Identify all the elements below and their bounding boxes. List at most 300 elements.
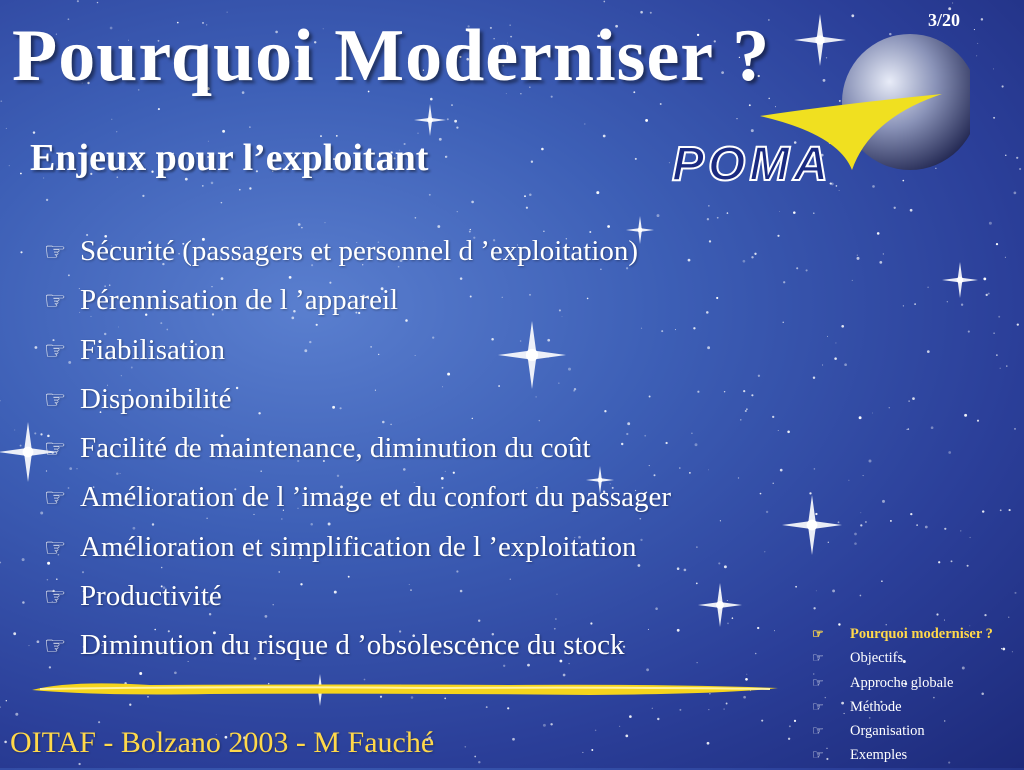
star-dot [981, 18, 983, 20]
star-dot [879, 261, 882, 264]
star-dot [723, 708, 724, 709]
sparkle-star-icon [942, 262, 978, 298]
star-dot [139, 672, 142, 675]
star-dot [1012, 651, 1013, 652]
bullet-item [44, 327, 671, 376]
hand-pointing-icon: ☞ [812, 650, 824, 666]
star-dot [20, 251, 22, 253]
star-dot [889, 407, 890, 408]
star-dot [28, 645, 29, 646]
star-dot [716, 297, 718, 299]
star-dot [758, 375, 760, 377]
star-dot [1014, 428, 1016, 430]
star-dot [977, 43, 978, 44]
star-dot [944, 528, 946, 530]
bullet-item [44, 524, 671, 573]
hand-pointing-icon: ☞ [44, 584, 67, 612]
star-dot [34, 432, 36, 434]
star-dot [33, 131, 35, 133]
star-dot [986, 294, 988, 296]
star-dot [13, 632, 16, 635]
star-dot [657, 214, 660, 217]
star-dot [813, 212, 815, 214]
star-dot [696, 546, 698, 548]
star-dot [695, 443, 698, 446]
star-dot [827, 336, 828, 337]
star-dot [129, 704, 131, 706]
star-dot [1017, 323, 1019, 325]
star-dot [1002, 648, 1005, 651]
hand-pointing-icon: ☞ [812, 723, 824, 739]
star-dot [863, 475, 864, 476]
star-dot [788, 738, 790, 740]
star-dot [865, 521, 867, 523]
star-dot [773, 483, 774, 484]
hand-pointing-icon: ☞ [44, 288, 67, 316]
star-dot [645, 119, 648, 122]
star-dot [726, 703, 728, 705]
poma-logo [660, 20, 970, 195]
star-dot [1005, 257, 1006, 258]
star-dot [471, 201, 474, 204]
star-dot [755, 653, 757, 655]
star-dot [657, 718, 659, 720]
star-dot [779, 211, 780, 212]
star-dot [984, 614, 986, 616]
star-dot [37, 640, 40, 643]
nav-item[interactable] [812, 745, 993, 769]
bullet-text: Fiabilisation [80, 333, 225, 366]
star-dot [696, 583, 698, 585]
star-dot [976, 55, 977, 56]
star-dot [507, 707, 509, 709]
star-dot [478, 761, 480, 763]
nav-item[interactable] [812, 624, 993, 648]
bullet-text: Pérennisation de l ’appareil [80, 284, 399, 317]
star-dot [40, 433, 42, 435]
logo-text: POMA [672, 138, 832, 191]
star-dot [512, 738, 515, 741]
star-dot [832, 589, 835, 592]
star-dot [910, 209, 913, 212]
nav-item[interactable] [812, 697, 993, 721]
star-dot [718, 562, 720, 564]
star-dot [325, 222, 326, 223]
star-dot [780, 469, 783, 472]
star-dot [707, 218, 709, 220]
star-dot [457, 211, 458, 212]
star-dot [249, 187, 251, 189]
star-dot [239, 189, 241, 191]
star-dot [860, 512, 861, 513]
star-dot [543, 724, 546, 727]
star-dot [629, 715, 632, 718]
nav-item[interactable] [812, 721, 993, 745]
star-dot [652, 708, 653, 709]
star-dot [857, 255, 858, 256]
star-dot [860, 524, 862, 526]
hand-pointing-icon: ☞ [812, 674, 824, 690]
star-dot [46, 199, 48, 201]
star-dot [202, 185, 204, 187]
star-dot [844, 363, 847, 366]
star-dot [707, 742, 710, 745]
star-dot [993, 117, 995, 119]
star-dot [531, 161, 533, 163]
star-dot [851, 14, 854, 17]
bullet-text: Sécurité (passagers et personnel d ’exploitation) [80, 235, 639, 267]
star-dot [20, 445, 22, 447]
star-dot [970, 537, 971, 538]
star-dot [584, 123, 585, 124]
star-dot [298, 223, 301, 226]
hand-pointing-icon: ☞ [44, 337, 67, 365]
star-dot [852, 280, 853, 281]
star-dot [603, 1, 605, 3]
star-dot [916, 524, 918, 526]
star-dot [883, 253, 884, 254]
star-dot [828, 542, 829, 543]
star-dot [947, 301, 948, 302]
star-dot [445, 156, 447, 158]
star-dot [857, 257, 860, 260]
star-dot [98, 721, 100, 723]
star-dot [158, 108, 160, 110]
bullet-text: Facilité de maintenance, diminution du coût [80, 432, 591, 465]
star-dot [766, 511, 768, 513]
star-dot [854, 542, 857, 545]
star-dot [877, 232, 880, 235]
star-dot [429, 194, 431, 196]
star-dot [841, 325, 844, 328]
star-dot [439, 138, 442, 141]
star-dot [859, 416, 862, 419]
nav-item[interactable] [812, 648, 993, 672]
star-dot [757, 627, 759, 629]
star-dot [746, 674, 747, 675]
star-dot [707, 346, 710, 349]
star-dot [838, 521, 840, 523]
star-dot [708, 205, 709, 206]
star-dot [456, 126, 458, 128]
star-dot [1016, 157, 1018, 159]
star-dot [6, 700, 7, 701]
bullet-item [44, 277, 671, 326]
star-dot [684, 569, 687, 572]
page-title: Pourquoi Moderniser ? [12, 15, 771, 97]
star-dot [22, 558, 25, 561]
hand-pointing-icon: ☞ [44, 633, 67, 661]
bullet-item [44, 474, 671, 523]
star-dot [550, 723, 552, 725]
star-dot [894, 207, 896, 209]
star-dot [906, 429, 907, 430]
star-dot [727, 212, 729, 214]
star-dot [697, 391, 699, 393]
star-dot [717, 217, 719, 219]
hand-pointing-icon: ☞ [44, 436, 67, 464]
star-dot [1005, 155, 1006, 156]
star-dot [0, 562, 1, 564]
star-dot [809, 492, 811, 494]
star-dot [835, 342, 836, 343]
star-dot [1000, 509, 1002, 511]
star-dot [1006, 365, 1007, 366]
star-dot [914, 303, 916, 305]
star-dot [961, 304, 963, 306]
star-dot [761, 720, 763, 722]
hand-pointing-icon: ☞ [44, 485, 67, 513]
star-dot [816, 590, 817, 591]
star-dot [996, 243, 998, 245]
star-dot [751, 256, 753, 258]
nav-label: Pourquoi moderniser ? [850, 626, 993, 642]
star-dot [754, 253, 756, 255]
star-dot [751, 394, 753, 396]
star-dot [989, 222, 992, 225]
star-dot [910, 513, 912, 515]
star-dot [912, 397, 915, 400]
star-dot [591, 749, 593, 751]
star-dot [778, 430, 779, 431]
nav-label: Exemples [850, 747, 908, 764]
star-dot [931, 426, 934, 429]
star-dot [890, 520, 892, 522]
star-dot [988, 293, 990, 295]
star-dot [983, 277, 986, 280]
sparkle-star-icon [698, 583, 742, 627]
star-dot [20, 173, 22, 175]
star-dot [881, 580, 883, 582]
star-dot [908, 428, 910, 430]
star-dot [724, 565, 727, 568]
star-dot [908, 400, 909, 401]
star-dot [1019, 168, 1021, 170]
star-dot [796, 267, 798, 269]
star-dot [693, 327, 695, 329]
star-dot [814, 468, 816, 470]
star-dot [111, 119, 112, 120]
hand-pointing-icon: ☞ [812, 626, 824, 641]
star-dot [0, 100, 2, 102]
nav-label: Objectifs [850, 650, 904, 667]
star-dot [603, 135, 606, 138]
star-dot [688, 259, 691, 262]
star-dot [872, 413, 873, 414]
star-dot [529, 193, 532, 196]
star-dot [996, 354, 997, 355]
star-dot [635, 158, 637, 160]
star-dot [787, 431, 790, 434]
star-dot [998, 316, 1000, 318]
bullet-text: Productivité [80, 580, 222, 613]
star-dot [486, 706, 488, 708]
star-dot [0, 400, 1, 401]
star-dot [689, 472, 691, 474]
star-dot [1002, 85, 1004, 87]
star-dot [221, 202, 223, 204]
star-dot [806, 269, 808, 271]
star-dot [760, 493, 762, 495]
star-dot [35, 346, 38, 349]
star-dot [834, 357, 837, 360]
star-dot [78, 763, 80, 765]
star-dot [727, 623, 729, 625]
star-dot [732, 617, 734, 619]
star-dot [6, 128, 7, 129]
star-dot [745, 410, 747, 412]
star-dot [740, 419, 741, 420]
slide-navigation [812, 624, 993, 770]
star-dot [974, 29, 975, 30]
nav-label: Approche globale [850, 674, 954, 691]
bullet-text: Amélioration de l ’image et du confort du passager [80, 481, 672, 514]
bullet-item [44, 425, 671, 474]
nav-label: Méthode [850, 698, 902, 715]
star-dot [960, 530, 961, 531]
star-dot [952, 3, 953, 4]
star-dot [77, 0, 79, 2]
star-dot [777, 235, 779, 237]
star-dot [709, 240, 711, 242]
star-dot [977, 420, 979, 422]
star-dot [724, 391, 725, 392]
star-dot [993, 68, 994, 69]
star-dot [526, 207, 528, 209]
star-dot [595, 730, 596, 731]
star-dot [860, 595, 862, 597]
bullet-item [44, 228, 671, 277]
star-dot [596, 191, 599, 194]
hand-pointing-icon: ☞ [44, 239, 67, 266]
bullet-text: Diminution du risque d ’obsolescence du stock [80, 629, 625, 662]
star-dot [679, 709, 681, 711]
star-dot [142, 195, 144, 197]
star-dot [927, 350, 930, 353]
section-subtitle: Enjeux pour l’exploitant [30, 137, 429, 179]
star-dot [451, 104, 453, 106]
star-dot [0, 706, 1, 707]
star-dot [415, 217, 417, 219]
star-dot [743, 390, 745, 392]
star-dot [794, 720, 796, 722]
star-dot [697, 662, 698, 663]
star-dot [116, 131, 117, 132]
star-dot [417, 133, 418, 134]
star-dot [1014, 192, 1017, 195]
star-dot [211, 182, 214, 185]
bullet-text: Amélioration et simplification de l ’exploitation [80, 530, 637, 563]
star-dot [9, 165, 10, 166]
star-dot [677, 567, 680, 570]
star-dot [936, 613, 938, 615]
hand-pointing-icon: ☞ [44, 534, 67, 562]
star-dot [815, 513, 817, 515]
star-dot [944, 620, 945, 621]
star-dot [1001, 648, 1002, 649]
sparkle-star-icon [414, 104, 446, 136]
bullet-list [44, 228, 671, 672]
star-dot [464, 746, 466, 748]
star-dot [927, 286, 929, 288]
star-dot [783, 322, 784, 323]
hand-pointing-icon: ☞ [812, 747, 824, 763]
star-dot [772, 416, 774, 418]
star-dot [675, 329, 676, 330]
star-dot [541, 148, 544, 151]
star-dot [774, 630, 775, 631]
star-dot [925, 526, 928, 529]
bullet-item [44, 622, 671, 671]
star-dot [882, 500, 885, 503]
star-dot [982, 510, 984, 512]
star-dot [447, 118, 449, 120]
star-dot [993, 332, 995, 334]
star-dot [677, 629, 680, 632]
star-dot [967, 565, 969, 567]
sparkle-star-icon [782, 495, 842, 555]
hand-pointing-icon: ☞ [812, 698, 824, 714]
star-dot [249, 126, 251, 128]
page-number: 3/20 [928, 10, 961, 30]
star-dot [22, 601, 25, 604]
bullet-text: Disponibilité [80, 382, 232, 415]
star-dot [746, 408, 748, 410]
star-dot [813, 377, 815, 379]
star-dot [524, 195, 526, 197]
star-dot [848, 480, 849, 481]
star-dot [625, 735, 628, 738]
yellow-brush-divider [30, 676, 780, 700]
star-dot [738, 477, 739, 478]
star-dot [822, 365, 823, 366]
star-dot [454, 120, 457, 123]
star-dot [720, 520, 721, 521]
star-dot [619, 726, 620, 727]
star-dot [951, 560, 953, 562]
footer-text: OITAF - Bolzano 2003 - M Fauché [10, 726, 435, 759]
bullet-item [44, 376, 671, 425]
star-dot [97, 2, 98, 3]
star-dot [708, 469, 709, 470]
star-dot [764, 551, 765, 552]
star-dot [789, 725, 791, 727]
nav-item[interactable] [812, 673, 993, 697]
star-dot [708, 709, 709, 710]
hand-pointing-icon: ☞ [44, 386, 67, 414]
star-dot [1014, 592, 1016, 594]
star-dot [869, 460, 872, 463]
star-dot [227, 12, 228, 13]
nav-label: Organisation [850, 723, 925, 740]
star-dot [968, 331, 970, 333]
star-dot [222, 130, 225, 133]
star-dot [14, 430, 15, 431]
star-dot [691, 432, 693, 434]
star-dot [40, 512, 43, 515]
star-dot [582, 752, 583, 753]
star-dot [854, 533, 857, 536]
star-dot [783, 281, 785, 283]
star-dot [813, 607, 815, 609]
star-dot [795, 586, 797, 588]
star-dot [474, 756, 476, 758]
star-dot [706, 311, 709, 314]
star-dot [4, 741, 7, 744]
star-dot [793, 211, 796, 214]
star-dot [727, 600, 728, 601]
star-dot [679, 467, 681, 469]
